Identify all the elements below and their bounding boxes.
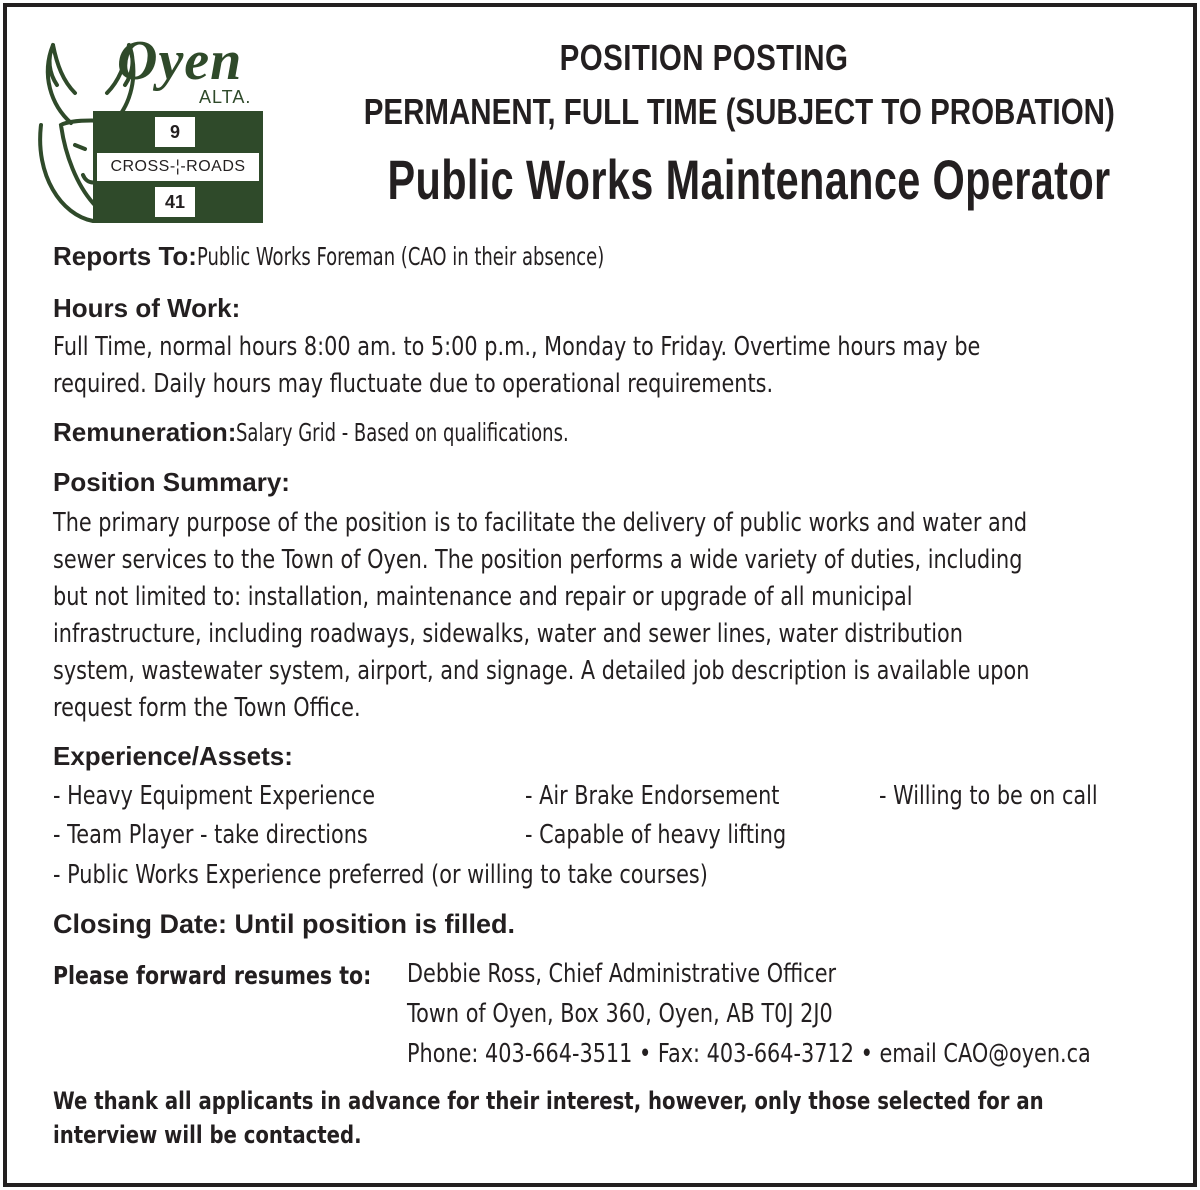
province-label: ALTA. — [199, 87, 252, 107]
summary-line: request form the Town Office. — [53, 693, 361, 723]
experience-item: - Capable of heavy lifting — [525, 820, 787, 850]
job-posting — [3, 3, 1197, 1187]
highway-41-sign: 41 — [155, 187, 195, 217]
experience-item: - Willing to be on call — [879, 781, 1098, 811]
summary-line: system, wastewater system, airport, and signage. A detailed job description is available upon — [53, 656, 1030, 686]
summary-line: sewer services to the Town of Oyen. The position performs a wide variety of duties, including — [53, 545, 1023, 575]
thanks-line: interview will be contacted. — [53, 1121, 362, 1149]
hours-label: Hours of Work: — [53, 293, 241, 323]
highway-9-sign: 9 — [155, 117, 195, 147]
hours-line: Full Time, normal hours 8:00 am. to 5:00 p.m., Monday to Friday. Overtime hours may be — [53, 332, 981, 362]
experience-item: - Heavy Equipment Experience — [53, 781, 376, 811]
reports-to-value: Public Works Foreman (CAO in their absence) — [196, 242, 605, 271]
posting-type: PERMANENT, FULL TIME (SUBJECT TO PROBATION) — [363, 91, 1115, 132]
remuneration-label: Remuneration: — [53, 417, 237, 447]
experience-item: - Air Brake Endorsement — [525, 781, 780, 811]
contact-phone-email: Phone: 403-664-3511 • Fax: 403-664-3712 • email CAO@oyen.ca — [407, 1039, 1091, 1069]
experience-item: - Team Player - take directions — [53, 820, 368, 850]
forward-label: Please forward resumes to: — [53, 961, 372, 990]
closing-date: Closing Date: Until position is filled. — [53, 909, 516, 939]
contact-name: Debbie Ross, Chief Administrative Officer — [407, 959, 837, 989]
summary-label: Position Summary: — [53, 467, 290, 497]
summary-line: but not limited to: installation, maintenance and repair or upgrade of all municipal — [53, 582, 913, 612]
reports-to-row — [53, 241, 706, 272]
hours-text — [53, 329, 1173, 403]
town-wordmark: Oyen — [117, 30, 243, 92]
oyen-logo — [31, 25, 267, 225]
thanks-line: We thank all applicants in advance for their interest, however, only those selected for an — [53, 1087, 1044, 1115]
posting-title: POSITION POSTING — [559, 37, 849, 78]
summary-line: The primary purpose of the position is to facilitate the delivery of public works and water and — [53, 508, 1028, 538]
experience-item: - Public Works Experience preferred (or willing to take courses) — [53, 860, 708, 890]
contact-address: Town of Oyen, Box 360, Oyen, AB T0J 2J0 — [407, 999, 833, 1029]
summary-text — [53, 505, 1173, 727]
hours-line: required. Daily hours may fluctuate due to operational requirements. — [53, 369, 774, 399]
job-title: Public Works Maintenance Operator — [387, 148, 1111, 211]
remuneration-row — [53, 417, 652, 448]
crossroads-label: CROSS-¦-ROADS — [97, 153, 259, 181]
remuneration-value: Salary Grid - Based on qualifications. — [236, 418, 570, 447]
reports-to-label: Reports To: — [53, 241, 197, 271]
summary-line: infrastructure, including roadways, sidewalks, water and sewer lines, water distribution — [53, 619, 963, 649]
experience-label: Experience/Assets: — [53, 741, 293, 771]
